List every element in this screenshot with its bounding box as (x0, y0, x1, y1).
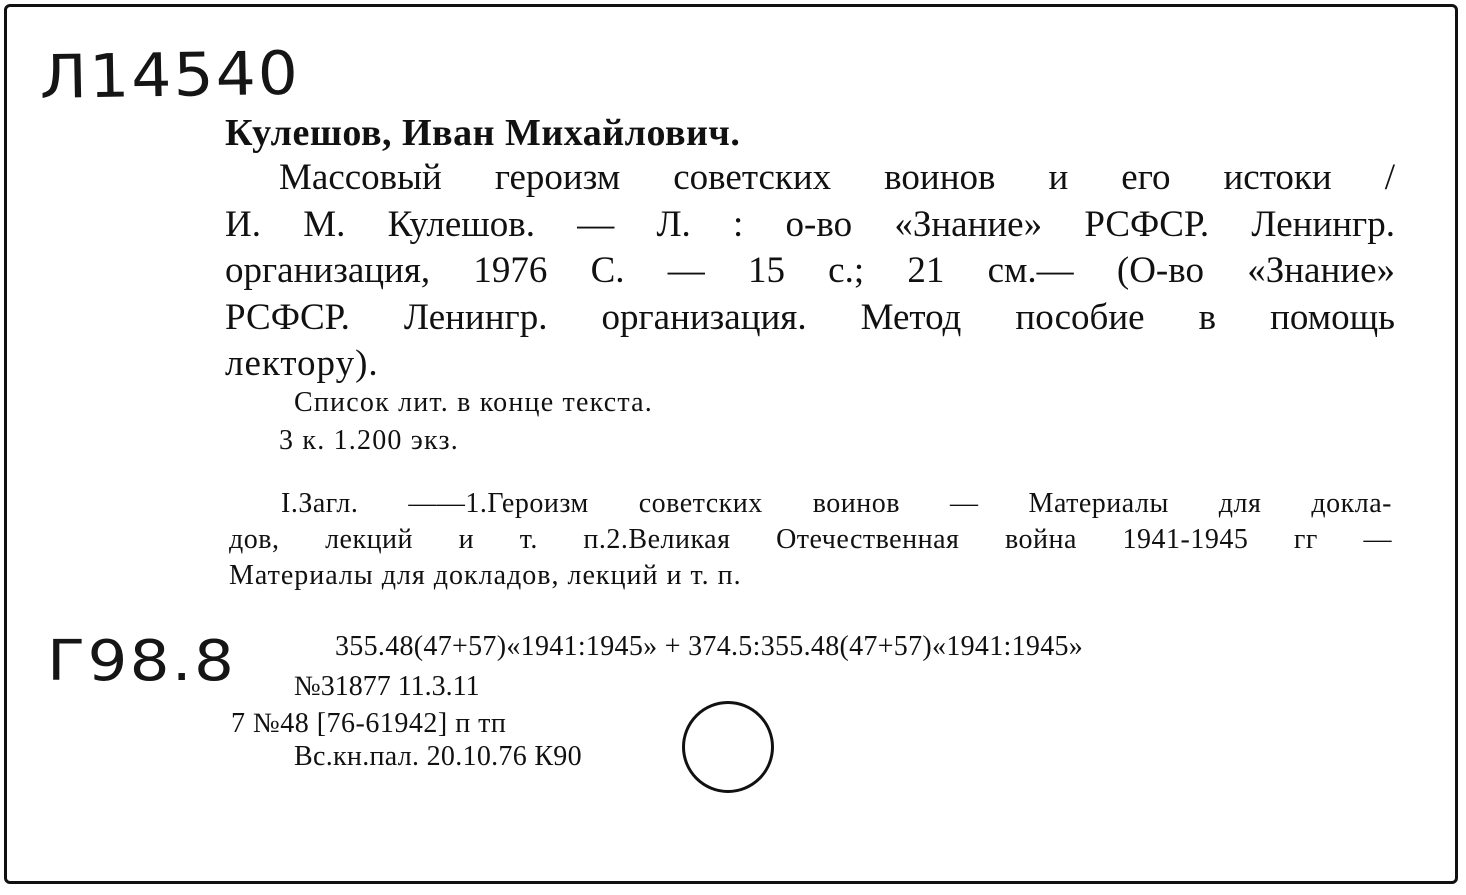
subject-heading-line: I.Загл. ——1.Героизм советских воинов — Материалы для докла- (281, 488, 1392, 519)
order-line: 7 №48 [76-61942] п тп (231, 708, 507, 739)
title-line: И. М. Кулешов. — Л. : о-во «Знание» РСФСР. Ленингр. (225, 203, 1395, 245)
subject-headings (229, 486, 1392, 594)
classification-mark: Г98.8 (47, 629, 237, 694)
book-chamber-line: Вс.кн.пал. 20.10.76 К90 (294, 741, 582, 772)
udc-index: 355.48(47+57)«1941:1945» + 374.5:355.48(47+57)«1941:1945» (335, 631, 1084, 662)
bibliographic-description (225, 155, 1395, 388)
title-line: организация, 1976 С. — 15 с.; 21 см.— (О-во «Знание» (225, 250, 1395, 291)
author-heading: Кулешов, Иван Михайлович. (225, 112, 741, 154)
bibliography-note: Список лит. в конце текста. (294, 387, 653, 418)
title-line: Массовый героизм советских воинов и его истоки / (279, 157, 1395, 198)
title-line: лектору). (225, 343, 379, 384)
price-print-run: 3 к. 1.200 экз. (279, 425, 459, 456)
stamp-circle (682, 701, 774, 793)
subject-heading-line: Материалы для докладов, лекций и т. п. (229, 560, 742, 591)
registration-number: №31877 11.3.11 (294, 671, 480, 702)
accession-number: Л14540 (39, 38, 301, 113)
title-line: РСФСР. Ленингр. организация. Метод пособие в помощь (225, 296, 1395, 338)
subject-heading-line: дов, лекций и т. п.2.Великая Отечественная война 1941-1945 гг — (229, 524, 1392, 555)
catalog-card (4, 4, 1458, 884)
